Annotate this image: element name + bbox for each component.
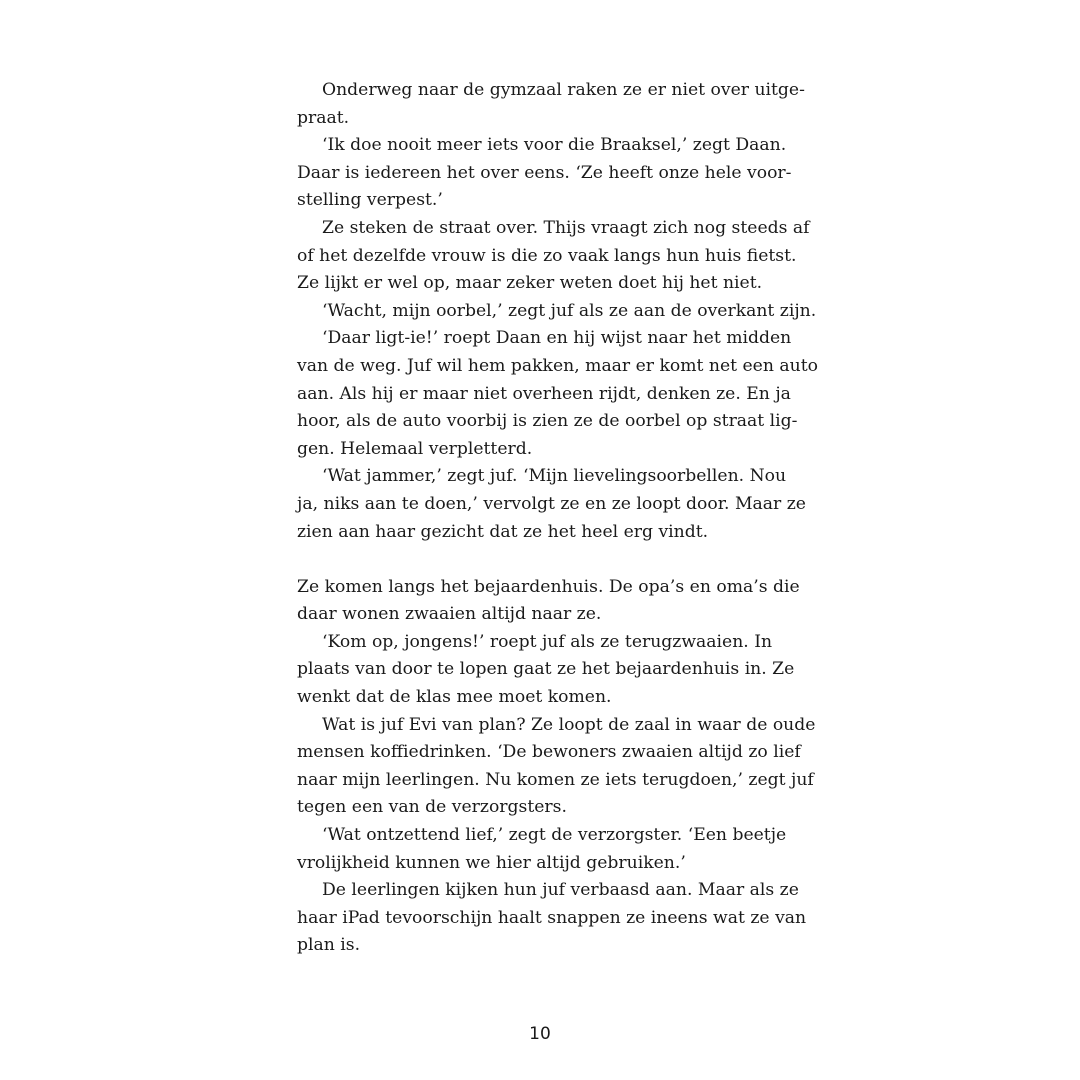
text-line: vrolijkheid kunnen we hier altijd gebruiken.’ — [297, 852, 686, 873]
text-line: plan is. — [297, 935, 361, 956]
text-line: ‘Wacht, mijn oorbel,’ zegt juf als ze aan de overkant zijn. — [322, 300, 817, 321]
text-line: ‘Kom op, jongens!’ roept juf als ze terugzwaaien. In — [322, 631, 773, 652]
text-line: of het dezelfde vrouw is die zo vaak langs hun huis fietst. — [297, 245, 797, 266]
section-2 — [297, 574, 817, 960]
text-line: praat. — [297, 107, 350, 128]
text-line: wenkt dat de klas mee moet komen. — [297, 687, 612, 708]
text-line: Ze steken de straat over. Thijs vraagt zich nog steeds af — [322, 217, 810, 238]
text-line: tegen een van de verzorgsters. — [297, 797, 567, 818]
text-line: van de weg. Juf wil hem pakken, maar er komt net een auto — [297, 355, 818, 376]
text-line: Ze lijkt er wel op, maar zeker weten doet hij het niet. — [297, 273, 763, 294]
text-line: haar iPad tevoorschijn haalt snappen ze ineens wat ze van — [297, 907, 807, 928]
text-line: stelling verpest.’ — [297, 190, 443, 211]
text-line: ‘Wat jammer,’ zegt juf. ‘Mijn lievelingsoorbellen. Nou — [322, 466, 787, 487]
text-line: zien aan haar gezicht dat ze het heel erg vindt. — [297, 521, 709, 542]
page-body — [297, 77, 817, 960]
text-line: ja, niks aan te doen,’ vervolgt ze en ze loopt door. Maar ze — [297, 493, 806, 514]
text-line: mensen koffiedrinken. ‘De bewoners zwaaien altijd zo lief — [297, 742, 801, 763]
text-line: naar mijn leerlingen. Nu komen ze iets terugdoen,’ zegt juf — [297, 769, 814, 790]
text-line: Daar is iedereen het over eens. ‘Ze heeft onze hele voor- — [297, 162, 792, 183]
text-line: ‘Wat ontzettend lief,’ zegt de verzorgster. ‘Een beetje — [322, 825, 787, 846]
text-line: Ze komen langs het bejaardenhuis. De opa’s en oma’s die — [297, 576, 800, 597]
text-line: daar wonen zwaaien altijd naar ze. — [297, 604, 602, 625]
text-line: gen. Helemaal verpletterd. — [297, 438, 533, 459]
text-line: De leerlingen kijken hun juf verbaasd aan. Maar als ze — [322, 880, 799, 901]
section-break — [297, 546, 817, 574]
page-number: 10 — [529, 1024, 551, 1044]
text-line: Onderweg naar de gymzaal raken ze er niet over uitge- — [322, 80, 805, 100]
text-line: hoor, als de auto voorbij is zien ze de oorbel op straat lig- — [297, 411, 798, 432]
text-line: aan. Als hij er maar niet overheen rijdt, denken ze. En ja — [297, 383, 791, 404]
text-line: plaats van door te lopen gaat ze het bejaardenhuis in. Ze — [297, 659, 795, 680]
section-1 — [297, 77, 817, 546]
text-line: ‘Daar ligt-ie!’ roept Daan en hij wijst naar het midden — [322, 328, 792, 349]
text-line: ‘Ik doe nooit meer iets voor die Braaksel,’ zegt Daan. — [322, 135, 787, 156]
text-line: Wat is juf Evi van plan? Ze loopt de zaal in waar de oude — [322, 714, 816, 735]
